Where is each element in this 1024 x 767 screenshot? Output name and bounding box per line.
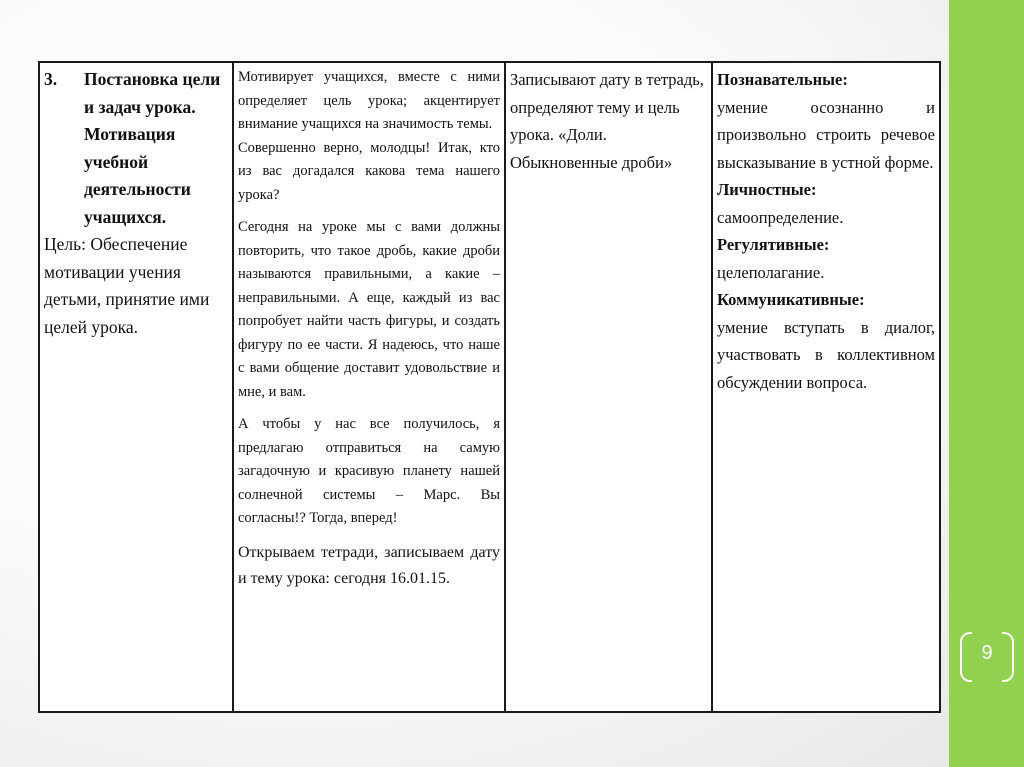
stage-number: 3. [44, 69, 58, 89]
stage-title: Постановка цели и задач урока. Мотивация учебной деятельности учащихся. [84, 69, 221, 227]
skill-label: Регулятивные: [717, 235, 830, 254]
teacher-paragraph: Открываем тетради, записываем дату и тему урока: сегодня 16.01.15. [238, 543, 500, 587]
teacher-paragraph: А чтобы у нас все получилось, я предлагаю отправиться на самую загадочную и красивую планету нашей солнечной системы – Марс. Вы согласны!? Тогда, вперед! [238, 416, 500, 526]
lesson-plan-table [38, 61, 941, 713]
stage-cell [39, 62, 233, 712]
skill-value: умение осознанно и произвольно строить речевое высказывание в устной форме. [717, 97, 935, 172]
skill-value: целеполагание. [717, 262, 825, 282]
teacher-paragraph: Сегодня на уроке мы с вами должны повторить, что такое дробь, какие дроби называются правильными, а какие – неправильными. А еще, каждый из вас попробует найти часть фигуры, и создать фигуру по ее части. Я надеюсь, что наше с вами общение доставит удовольствие и мне, и вам. [238, 219, 500, 400]
stage-heading [44, 66, 228, 231]
student-activity-cell [505, 62, 712, 712]
stage-goal: Цель: Обеспечение мотивации учения детьми, принятие ими целей урока. [44, 234, 210, 337]
teacher-activity-cell [233, 62, 505, 712]
skill-label: Коммуникативные: [717, 290, 865, 309]
page-number-badge [958, 630, 1016, 682]
skill-label: Личностные: [717, 180, 817, 199]
page-number: 9 [981, 642, 993, 664]
right-bracket-icon [1002, 632, 1014, 682]
student-activity-text: Записывают дату в тетрадь, определяют тему и цель урока. «Доли. Обыкновенные дроби» [510, 70, 704, 172]
skills-cell [712, 62, 940, 712]
teacher-paragraph: Совершенно верно, молодцы! Итак, кто из вас догадался какова тема нашего урока? [238, 139, 500, 203]
skill-value: умение вступать в диалог, участвовать в коллективном обсуждении вопроса. [717, 317, 935, 392]
skill-value: самоопределение. [717, 207, 844, 227]
teacher-paragraph: Мотивирует учащихся, вместе с ними определяет цель урока; акцентирует внимание учащихся на значимость темы. [238, 69, 500, 132]
table-row [39, 62, 940, 712]
skill-label: Познавательные: [717, 70, 848, 89]
